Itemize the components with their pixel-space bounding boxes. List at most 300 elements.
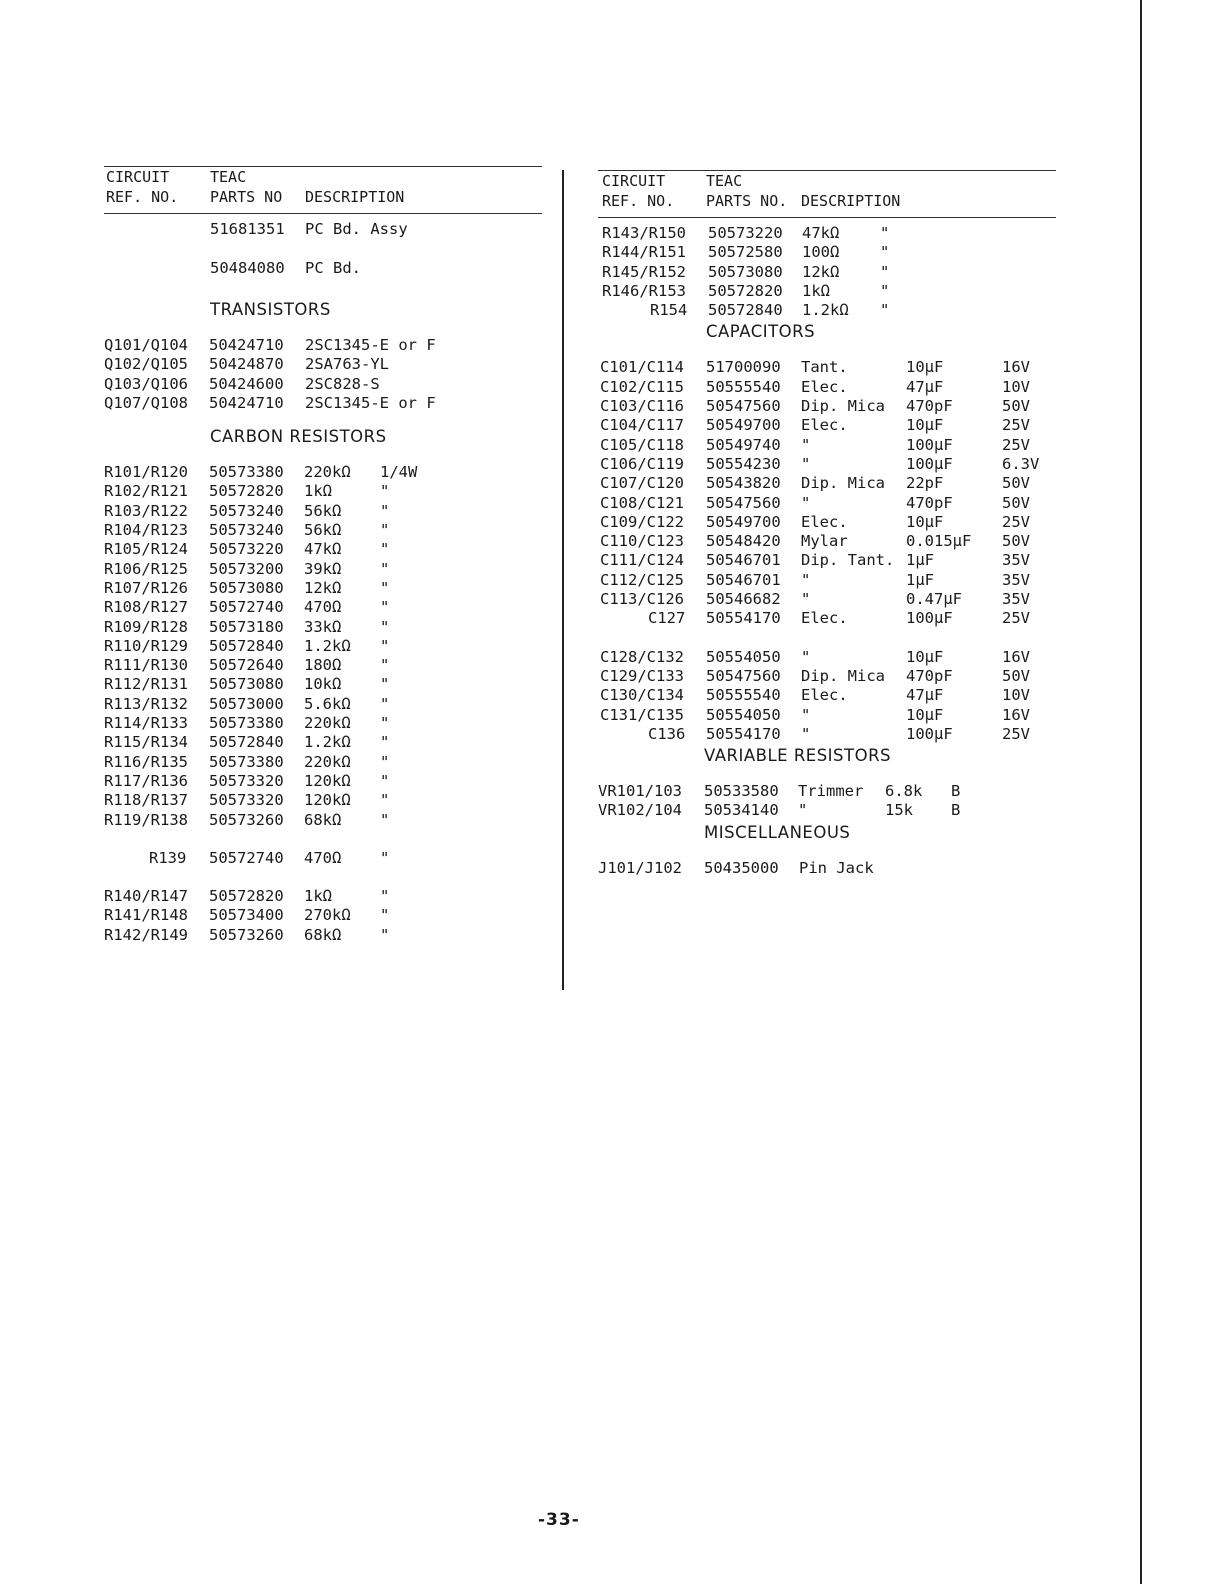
parts-no: 50547560 — [706, 493, 781, 512]
value: 220kΩ — [304, 714, 351, 733]
parts-no: 50549740 — [706, 435, 781, 454]
part-row — [598, 609, 1056, 628]
circuit-ref: R109/R128 — [104, 617, 188, 636]
type: Elec. — [801, 512, 848, 531]
circuit-ref: R111/R130 — [104, 656, 188, 675]
voltage: 6.3V — [1002, 454, 1040, 473]
section-title: CAPACITORS — [706, 322, 816, 342]
part-row — [104, 598, 542, 617]
rating: " — [380, 887, 390, 906]
type: Trimmer — [798, 782, 864, 801]
parts-no: 50547560 — [706, 666, 781, 685]
voltage: 50V — [1002, 666, 1030, 685]
circuit-ref: R116/R135 — [104, 752, 188, 771]
parts-no: 50573320 — [209, 791, 284, 810]
value: 220kΩ — [304, 463, 351, 482]
voltage: 25V — [1002, 724, 1030, 743]
rating: " — [380, 521, 390, 540]
part-row — [104, 887, 542, 906]
circuit-ref: C127 — [648, 609, 686, 628]
part-row — [104, 220, 542, 259]
voltage: 25V — [1002, 609, 1030, 628]
rating: " — [880, 243, 890, 262]
part-row — [598, 378, 1056, 397]
part-row — [104, 394, 542, 413]
value: 100Ω — [802, 243, 840, 262]
part-row — [104, 637, 542, 656]
parts-no: 50572840 — [209, 733, 284, 752]
rating: " — [380, 598, 390, 617]
type: Elec. — [801, 686, 848, 705]
parts-no: 50573240 — [209, 521, 284, 540]
right-parts-column — [598, 170, 1056, 878]
part-row — [104, 849, 542, 868]
part-row — [598, 782, 1056, 801]
type: Mylar — [801, 532, 848, 551]
rating: " — [380, 906, 390, 925]
circuit-ref: R154 — [650, 301, 688, 320]
parts-no: 50554170 — [706, 609, 781, 628]
type: Dip. Mica — [801, 397, 885, 416]
circuit-ref: C128/C132 — [600, 647, 684, 666]
circuit-ref: C108/C121 — [600, 493, 684, 512]
circuit-ref: R101/R120 — [104, 463, 188, 482]
header-teac: TEAC — [706, 172, 743, 190]
header-description: DESCRIPTION — [305, 188, 405, 206]
rating: " — [380, 791, 390, 810]
resistor-list — [598, 224, 1056, 320]
transistor-list — [104, 336, 542, 413]
parts-no: 50573260 — [209, 925, 284, 944]
part-row — [104, 675, 542, 694]
parts-no: 50534140 — [704, 801, 779, 820]
circuit-ref: C101/C114 — [600, 358, 684, 377]
parts-no: 50572820 — [708, 281, 783, 300]
parts-no: 50435000 — [704, 858, 779, 877]
part-row — [104, 753, 542, 772]
circuit-ref: C113/C126 — [600, 590, 684, 609]
circuit-ref: R103/R122 — [104, 501, 188, 520]
part-row — [598, 686, 1056, 705]
voltage: 16V — [1002, 705, 1030, 724]
parts-no: 50573380 — [209, 752, 284, 771]
parts-no: 50543820 — [706, 474, 781, 493]
value: 22pF — [906, 474, 944, 493]
rating: " — [880, 281, 890, 300]
part-row — [104, 502, 542, 521]
capacitor-list-2 — [598, 648, 1056, 744]
part-row — [104, 714, 542, 733]
part-row — [104, 733, 542, 752]
value: 10μF — [906, 512, 944, 531]
misc-list — [598, 859, 1056, 878]
value: 15k — [885, 801, 913, 820]
part-row — [104, 375, 542, 394]
value: 180Ω — [304, 656, 342, 675]
voltage: 25V — [1002, 435, 1030, 454]
parts-no: 50549700 — [706, 416, 781, 435]
circuit-ref: R114/R133 — [104, 714, 188, 733]
voltage: 16V — [1002, 647, 1030, 666]
part-row — [104, 259, 542, 298]
parts-no: 50546701 — [706, 551, 781, 570]
voltage: 10V — [1002, 377, 1030, 396]
circuit-ref: R119/R138 — [104, 810, 188, 829]
circuit-ref: R102/R121 — [104, 482, 188, 501]
parts-no: 50572640 — [209, 656, 284, 675]
circuit-ref: R108/R127 — [104, 598, 188, 617]
value: 470pF — [906, 493, 953, 512]
value: 1μF — [906, 570, 934, 589]
parts-no: 50573380 — [209, 714, 284, 733]
part-row — [598, 494, 1056, 513]
rating: " — [380, 559, 390, 578]
part-row — [598, 436, 1056, 455]
parts-no: 50573220 — [209, 540, 284, 559]
description: PC Bd. Assy — [305, 220, 408, 238]
parts-no: 51681351 — [210, 220, 285, 238]
part-row — [598, 859, 1056, 878]
parts-no: 50548420 — [706, 532, 781, 551]
type: " — [801, 724, 811, 743]
parts-no: 50546682 — [706, 590, 781, 609]
circuit-ref: R140/R147 — [104, 887, 188, 906]
rating: " — [380, 848, 390, 867]
section-capacitors — [598, 320, 1056, 346]
circuit-ref: C130/C134 — [600, 686, 684, 705]
part-row — [104, 906, 542, 925]
voltage: 50V — [1002, 397, 1030, 416]
part-row — [598, 474, 1056, 493]
capacitor-list-1 — [598, 358, 1056, 628]
voltage: 35V — [1002, 570, 1030, 589]
rating: " — [380, 771, 390, 790]
type: " — [801, 705, 811, 724]
value: 68kΩ — [304, 925, 342, 944]
parts-no: 50572840 — [708, 301, 783, 320]
parts-no: 50573220 — [708, 224, 783, 242]
header-description: DESCRIPTION — [801, 192, 901, 210]
value: 47kΩ — [304, 540, 342, 559]
parts-no: 50424710 — [209, 336, 284, 354]
parts-no: 50572740 — [209, 598, 284, 617]
circuit-ref: R142/R149 — [104, 925, 188, 944]
rating: " — [380, 733, 390, 752]
section-carbon-resistors — [104, 425, 542, 451]
value: 100μF — [906, 724, 953, 743]
value: 0.015μF — [906, 532, 972, 551]
value: 470pF — [906, 397, 953, 416]
description: Pin Jack — [799, 858, 874, 877]
parts-no: 50484080 — [210, 259, 285, 277]
value: 470pF — [906, 666, 953, 685]
part-row — [598, 243, 1056, 262]
parts-no: 50555540 — [706, 686, 781, 705]
part-row — [598, 532, 1056, 551]
type: Dip. Mica — [801, 666, 885, 685]
circuit-ref: C102/C115 — [600, 377, 684, 396]
rating: " — [380, 578, 390, 597]
section-miscellaneous — [598, 821, 1056, 847]
circuit-ref: R145/R152 — [602, 262, 686, 281]
rating: " — [380, 482, 390, 501]
type: Dip. Tant. — [801, 551, 895, 570]
voltage: 25V — [1002, 416, 1030, 435]
rating: " — [380, 636, 390, 655]
circuit-ref: R105/R124 — [104, 540, 188, 559]
value: 39kΩ — [304, 559, 342, 578]
parts-no: 50573240 — [209, 501, 284, 520]
part-row — [104, 811, 542, 830]
parts-no: 50573260 — [209, 810, 284, 829]
part-row — [104, 579, 542, 598]
carbon-resistor-list-2 — [104, 849, 542, 868]
circuit-ref: J101/J102 — [598, 858, 682, 877]
circuit-ref: R144/R151 — [602, 243, 686, 262]
part-row — [598, 358, 1056, 377]
description: PC Bd. — [305, 259, 361, 277]
voltage: 50V — [1002, 532, 1030, 551]
page-number: -33- — [538, 1510, 580, 1530]
voltage: 10V — [1002, 686, 1030, 705]
part-row — [104, 336, 542, 355]
part-row — [104, 463, 542, 482]
header-teac: TEAC — [210, 168, 247, 186]
type: Elec. — [801, 416, 848, 435]
part-row — [598, 706, 1056, 725]
voltage: 50V — [1002, 493, 1030, 512]
rating: 1/4W — [380, 463, 418, 482]
description: 2SA763-YL — [305, 355, 389, 374]
voltage: 35V — [1002, 590, 1030, 609]
circuit-ref: R143/R150 — [602, 224, 686, 242]
type: " — [801, 590, 811, 609]
circuit-ref: C131/C135 — [600, 705, 684, 724]
circuit-ref: C106/C119 — [600, 454, 684, 473]
part-row — [104, 695, 542, 714]
rating: " — [880, 224, 890, 242]
rating: " — [880, 301, 890, 320]
section-title: VARIABLE RESISTORS — [704, 746, 892, 766]
parts-no: 50554170 — [706, 724, 781, 743]
value: 56kΩ — [304, 501, 342, 520]
section-title: CARBON RESISTORS — [210, 427, 387, 447]
parts-no: 50573200 — [209, 559, 284, 578]
value: 270kΩ — [304, 906, 351, 925]
parts-no: 50533580 — [704, 782, 779, 801]
parts-no: 51700090 — [706, 358, 781, 377]
header-parts-no: PARTS NO. — [706, 192, 788, 210]
rating: " — [380, 810, 390, 829]
part-row — [598, 551, 1056, 570]
column-divider — [562, 170, 564, 990]
part-row — [598, 590, 1056, 609]
value: 100μF — [906, 454, 953, 473]
description: 2SC1345-E or F — [305, 393, 436, 412]
section-transistors — [104, 298, 542, 324]
circuit-ref: R115/R134 — [104, 733, 188, 752]
parts-no: 50573180 — [209, 617, 284, 636]
parts-no: 50554050 — [706, 647, 781, 666]
voltage: 16V — [1002, 358, 1030, 377]
circuit-ref: R141/R148 — [104, 906, 188, 925]
circuit-ref: C104/C117 — [600, 416, 684, 435]
type: " — [801, 493, 811, 512]
value: 1kΩ — [304, 482, 332, 501]
circuit-ref: Q103/Q106 — [104, 374, 188, 393]
page-edge-line — [1140, 0, 1142, 1584]
parts-no: 50573080 — [209, 578, 284, 597]
part-row — [104, 772, 542, 791]
part-row — [598, 416, 1056, 435]
value: 120kΩ — [304, 791, 351, 810]
circuit-ref: R146/R153 — [602, 281, 686, 300]
parts-no: 50424710 — [209, 393, 284, 412]
value: 10μF — [906, 705, 944, 724]
part-row — [104, 355, 542, 374]
type: " — [801, 435, 811, 454]
value: 100μF — [906, 609, 953, 628]
right-table-header — [598, 170, 1056, 218]
part-row — [598, 224, 1056, 243]
value: 12kΩ — [802, 262, 840, 281]
taper: B — [951, 801, 961, 820]
part-row — [598, 301, 1056, 320]
value: 12kΩ — [304, 578, 342, 597]
header-circuit: CIRCUIT — [602, 172, 666, 190]
value: 10μF — [906, 416, 944, 435]
circuit-ref: C112/C125 — [600, 570, 684, 589]
parts-no: 50573320 — [209, 771, 284, 790]
rating: " — [380, 617, 390, 636]
circuit-ref: R113/R132 — [104, 694, 188, 713]
value: 6.8k — [885, 782, 923, 801]
value: 1.2kΩ — [802, 301, 849, 320]
rating: " — [380, 656, 390, 675]
type: " — [801, 647, 811, 666]
description: 2SC1345-E or F — [305, 336, 436, 354]
part-row — [598, 455, 1056, 474]
part-row — [104, 521, 542, 540]
rating: " — [880, 262, 890, 281]
circuit-ref: C107/C120 — [600, 474, 684, 493]
part-row — [104, 656, 542, 675]
carbon-resistor-list-1 — [104, 463, 542, 830]
value: 220kΩ — [304, 752, 351, 771]
circuit-ref: C105/C118 — [600, 435, 684, 454]
circuit-ref: R106/R125 — [104, 559, 188, 578]
voltage: 50V — [1002, 474, 1030, 493]
part-row — [598, 282, 1056, 301]
value: 33kΩ — [304, 617, 342, 636]
value: 47kΩ — [802, 224, 840, 242]
circuit-ref: C136 — [648, 724, 686, 743]
part-row — [104, 560, 542, 579]
circuit-ref: R112/R131 — [104, 675, 188, 694]
part-row — [104, 618, 542, 637]
parts-no: 50424600 — [209, 374, 284, 393]
left-table-header — [104, 166, 542, 214]
parts-no: 50547560 — [706, 397, 781, 416]
circuit-ref: C111/C124 — [600, 551, 684, 570]
value: 100μF — [906, 435, 953, 454]
rating: " — [380, 694, 390, 713]
part-row — [598, 263, 1056, 282]
type: " — [801, 570, 811, 589]
parts-no: 50572580 — [708, 243, 783, 262]
value: 56kΩ — [304, 521, 342, 540]
rating: " — [380, 714, 390, 733]
type: Tant. — [801, 358, 848, 377]
section-variable-resistors — [598, 744, 1056, 770]
parts-no: 50573000 — [209, 694, 284, 713]
part-row — [598, 648, 1056, 667]
header-ref-no: REF. NO. — [602, 192, 675, 210]
type: Dip. Mica — [801, 474, 885, 493]
circuit-ref: C109/C122 — [600, 512, 684, 531]
left-parts-column — [104, 166, 542, 945]
parts-no: 50573080 — [708, 262, 783, 281]
part-row — [598, 725, 1056, 744]
parts-no: 50549700 — [706, 512, 781, 531]
value: 10kΩ — [304, 675, 342, 694]
board-items — [104, 220, 542, 298]
circuit-ref: C110/C123 — [600, 532, 684, 551]
section-title: MISCELLANEOUS — [704, 822, 851, 842]
value: 1μF — [906, 551, 934, 570]
part-row — [104, 540, 542, 559]
circuit-ref: VR101/103 — [598, 782, 682, 801]
value: 5.6kΩ — [304, 694, 351, 713]
header-ref-no: REF. NO. — [106, 188, 179, 206]
parts-no: 50572820 — [209, 887, 284, 906]
rating: " — [380, 501, 390, 520]
parts-no: 50554050 — [706, 705, 781, 724]
header-circuit: CIRCUIT — [106, 168, 170, 186]
variable-resistor-list — [598, 782, 1056, 821]
parts-no: 50573380 — [209, 463, 284, 482]
value: 1kΩ — [802, 281, 830, 300]
voltage: 35V — [1002, 551, 1030, 570]
value: 10μF — [906, 647, 944, 666]
circuit-ref: Q102/Q105 — [104, 355, 188, 374]
rating: " — [380, 925, 390, 944]
value: 47μF — [906, 377, 944, 396]
value: 470Ω — [304, 598, 342, 617]
value: 47μF — [906, 686, 944, 705]
type: " — [801, 454, 811, 473]
rating: " — [380, 752, 390, 771]
parts-no: 50572840 — [209, 636, 284, 655]
parts-no: 50424870 — [209, 355, 284, 374]
part-row — [598, 397, 1056, 416]
circuit-ref: R104/R123 — [104, 521, 188, 540]
part-row — [598, 571, 1056, 590]
circuit-ref: R139 — [149, 848, 187, 867]
value: 68kΩ — [304, 810, 342, 829]
part-row — [598, 513, 1056, 532]
part-row — [104, 482, 542, 501]
value: 1.2kΩ — [304, 636, 351, 655]
type: Elec. — [801, 377, 848, 396]
type: " — [798, 801, 808, 820]
rating: " — [380, 675, 390, 694]
description: 2SC828-S — [305, 374, 380, 393]
carbon-resistor-list-3 — [104, 887, 542, 945]
taper: B — [951, 782, 961, 801]
part-row — [598, 667, 1056, 686]
circuit-ref: C129/C133 — [600, 666, 684, 685]
